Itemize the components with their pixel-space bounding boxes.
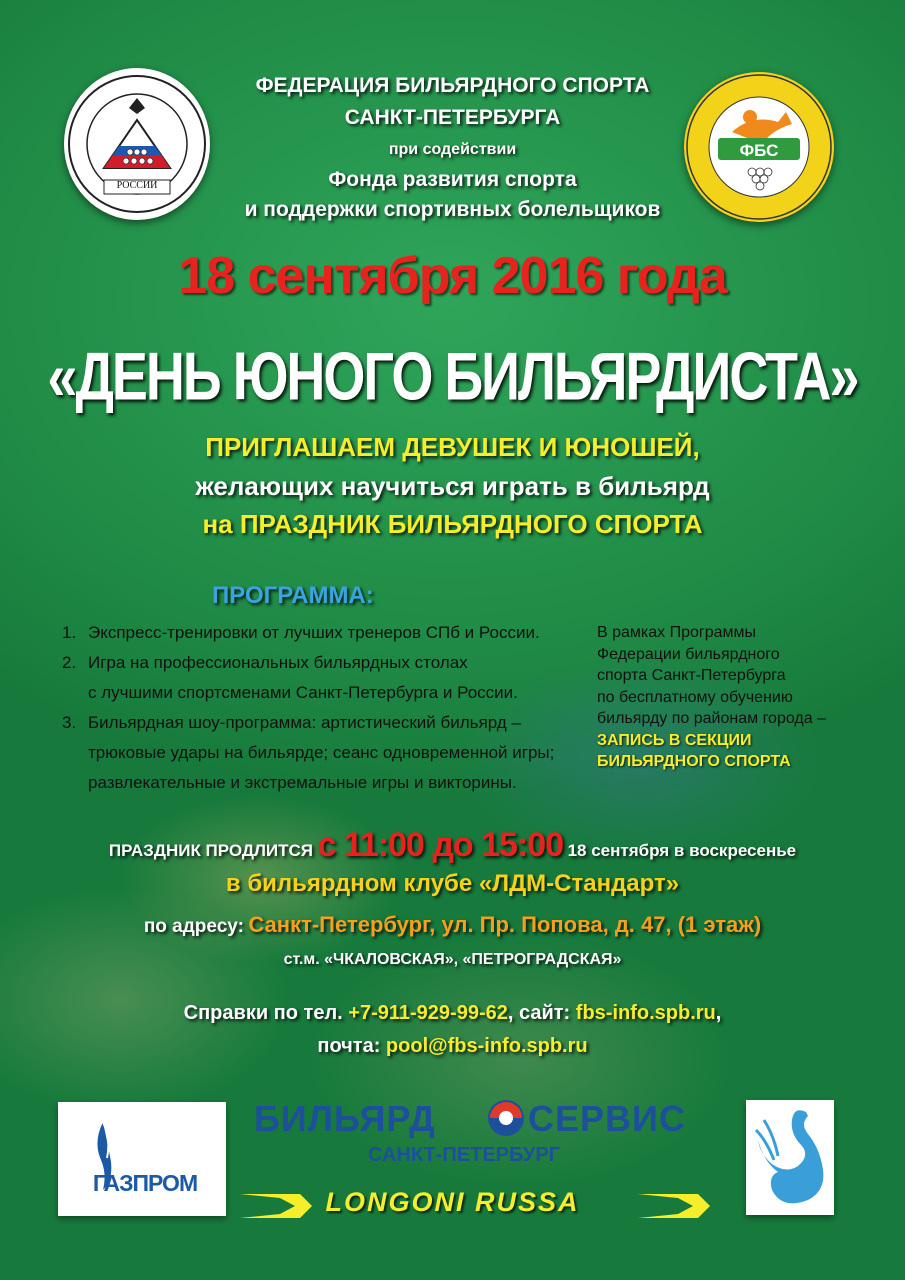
club-line: в бильярдном клубе «ЛДМ-Стандарт» bbox=[225, 870, 680, 897]
site-link[interactable]: fbs-info.spb.ru bbox=[575, 1002, 716, 1024]
program-item-number: 2. bbox=[62, 653, 77, 672]
invite-line-1: ПРИГЛАШАЕМ ДЕВУШЕК И ЮНОШЕЙ, bbox=[205, 432, 700, 462]
time-line bbox=[0, 826, 905, 865]
federation-russia-bottom-text: РОССИИ bbox=[116, 180, 158, 191]
time-suffix: 18 сентября в воскресенье bbox=[567, 841, 797, 860]
billiard-service-city: САНКТ-ПЕТЕРБУРГ bbox=[368, 1144, 561, 1166]
header-line-1: ФЕДЕРАЦИЯ БИЛЬЯРДНОГО СПОРТА bbox=[255, 74, 650, 97]
swan-logo bbox=[746, 1100, 834, 1215]
program-item-text: развлекательные и экстремальные игры и викторины. bbox=[88, 773, 517, 792]
program-item-3 bbox=[62, 708, 602, 738]
program-item-text: Бильярдная шоу-программа: артистический бильярд – bbox=[88, 713, 521, 732]
invite-line-2: желающих научиться играть в бильярд bbox=[195, 471, 710, 501]
address-prefix: по адресу: bbox=[143, 916, 244, 937]
billiard-service-right: СЕРВИС bbox=[528, 1098, 686, 1139]
time-range: с 11:00 до 15:00 bbox=[317, 826, 564, 864]
gazprom-text: ГАЗПРОМ bbox=[92, 1170, 198, 1196]
fbs-center-text: ФБС bbox=[739, 141, 779, 160]
swan-icon bbox=[746, 1100, 834, 1215]
invite-line-3-prefix: на bbox=[202, 509, 233, 539]
event-title: «ДЕНЬ ЮНОГО БИЛЬЯРДИСТА» bbox=[47, 339, 858, 415]
longoni-text: LONGONI RUSSA bbox=[325, 1187, 580, 1217]
phone-label: Справки по тел. bbox=[183, 1002, 343, 1024]
billiard-service-logo bbox=[254, 1098, 724, 1168]
header-line-2: САНКТ-ПЕТЕРБУРГА bbox=[344, 106, 561, 129]
program-item-text: с лучшими спортсменами Санкт-Петербурга и России. bbox=[88, 683, 518, 702]
program-item-number: 3. bbox=[62, 713, 77, 732]
program-heading: ПРОГРАММА: bbox=[212, 582, 374, 609]
site-label: , сайт: bbox=[507, 1002, 571, 1024]
site-trailer: , bbox=[715, 1002, 722, 1024]
invite-line-3-main: ПРАЗДНИК БИЛЬЯРДНОГО СПОРТА bbox=[239, 509, 703, 539]
side-note-line: по бесплатному обучению bbox=[597, 688, 793, 706]
address-line bbox=[0, 912, 905, 938]
header-line-3: при содействии bbox=[388, 141, 517, 158]
side-note-line: спорта Санкт-Петербурга bbox=[597, 667, 786, 684]
side-note-line: В рамках Программы bbox=[597, 624, 757, 641]
time-prefix: ПРАЗДНИК ПРОДЛИТСЯ bbox=[108, 841, 314, 860]
billiard-service-left: БИЛЬЯРД bbox=[254, 1098, 436, 1139]
invite-line-3 bbox=[0, 509, 905, 540]
side-note bbox=[597, 622, 867, 773]
program-item-2 bbox=[62, 648, 602, 678]
program-item-number: 1. bbox=[62, 623, 77, 642]
phone-number: +7-911-929-99-62 bbox=[348, 1002, 508, 1024]
side-note-line: бильярду по районам города – bbox=[597, 710, 826, 727]
billiard-service-ball-icon bbox=[486, 1098, 526, 1138]
side-note-highlight: БИЛЬЯРДНОГО СПОРТА bbox=[597, 753, 791, 770]
address-text: Санкт-Петербург, ул. Пр. Попова, д. 47, (1 этаж) bbox=[248, 912, 762, 937]
program-item-text: Игра на профессиональных бильярдных столах bbox=[88, 653, 468, 672]
contacts-line-1 bbox=[0, 1002, 905, 1025]
program-item-text: трюковые удары на бильярде; сеанс одновременной игры; bbox=[88, 743, 555, 762]
header-line-5: и поддержки спортивных болельщиков bbox=[244, 198, 661, 221]
mail-link[interactable]: pool@fbs-info.spb.ru bbox=[385, 1035, 588, 1057]
mail-label: почта: bbox=[317, 1035, 381, 1057]
program-list bbox=[62, 618, 602, 798]
side-note-line: Федерации бильярдного bbox=[597, 645, 780, 663]
contacts-line-2 bbox=[0, 1035, 905, 1058]
metro-line: ст.м. «ЧКАЛОВСКАЯ», «ПЕТРОГРАДСКАЯ» bbox=[283, 951, 622, 968]
event-date: 18 сентября 2016 года bbox=[178, 247, 727, 305]
header-line-4: Фонда развития спорта bbox=[328, 168, 577, 191]
program-item-1 bbox=[62, 618, 602, 648]
program-item-text: Экспресс-тренировки от лучших тренеров СПб и России. bbox=[88, 623, 540, 642]
side-note-highlight: ЗАПИСЬ В СЕКЦИИ bbox=[597, 731, 752, 749]
